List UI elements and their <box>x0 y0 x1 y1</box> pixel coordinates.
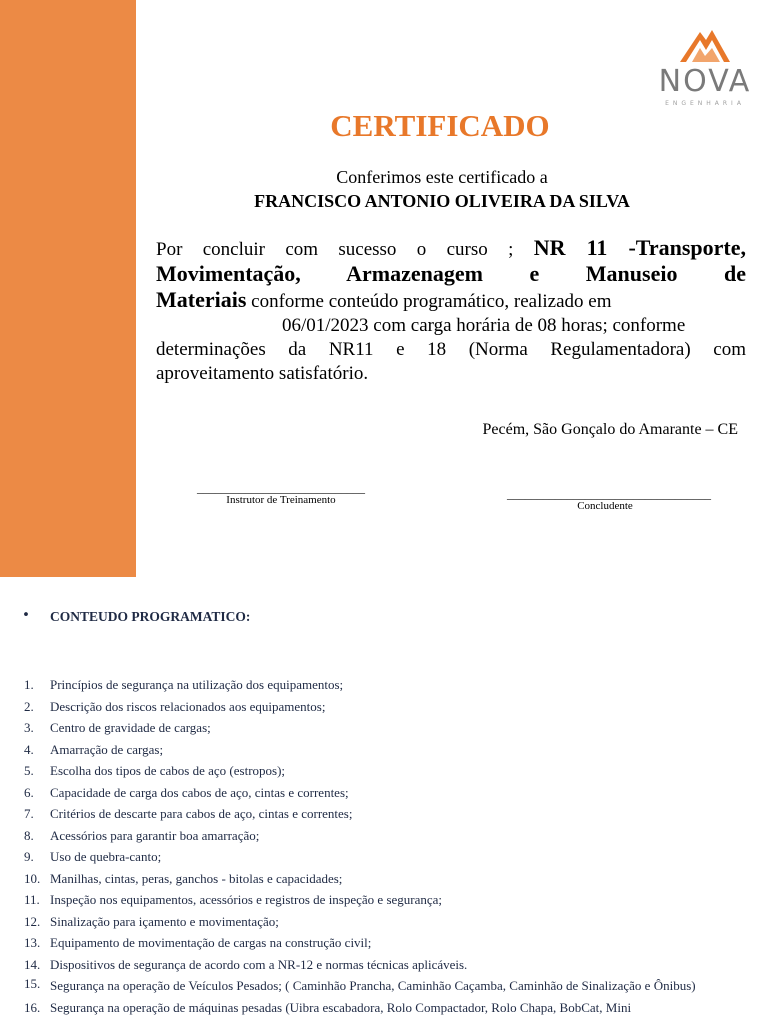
logo-brand-text: NOVA <box>658 64 752 99</box>
item-text: Descrição dos riscos relacionados aos equipamentos; <box>50 698 326 714</box>
item-number: 4. <box>24 741 34 757</box>
list-item <box>24 911 740 933</box>
body-line-2 <box>156 262 746 288</box>
certificate-body <box>156 236 746 386</box>
item-number: 13. <box>24 935 41 950</box>
body-intro: Por concluir com sucesso o curso ; <box>156 239 514 260</box>
concludente-signature <box>507 487 711 512</box>
item-text: Inspeção nos equipamentos, acessórios e registros de inspeção e segurança; <box>50 892 443 907</box>
list-item <box>24 717 740 739</box>
list-item <box>24 868 740 890</box>
item-text: Uso de quebra-canto; <box>50 849 162 864</box>
recipient-name: FRANCISCO ANTONIO OLIVEIRA DA SILVA <box>254 191 630 211</box>
item-text: Dispositivos de segurança de acordo com a NR-12 e normas técnicas aplicáveis. <box>50 956 468 972</box>
item-text: Sinalização para içamento e movimentação; <box>50 913 279 929</box>
programa-list <box>24 674 740 1019</box>
item-number: 5. <box>24 763 34 778</box>
logo-sub-text: ENGENHARIA <box>665 100 745 107</box>
item-number: 15. <box>24 976 41 991</box>
item-text: Critérios de descarte para cabos de aço, cintas e correntes; <box>50 806 353 821</box>
body-line-1 <box>156 236 746 262</box>
course-name-part-1: NR 11 -Transporte, <box>533 235 746 260</box>
item-number: 6. <box>24 784 34 800</box>
instructor-signature-line: ____________________________ <box>197 481 365 495</box>
course-name-part-2: Movimentação, Armazenagem e Manuseio de <box>156 261 746 286</box>
item-number: 12. <box>24 913 41 929</box>
item-number: 2. <box>24 698 34 714</box>
list-item <box>24 932 740 954</box>
instructor-signature-label: Instrutor de Treinamento <box>226 494 336 506</box>
item-number: 9. <box>24 849 34 864</box>
item-number: 8. <box>24 827 34 843</box>
list-item <box>24 846 740 868</box>
item-text: Princípios de segurança na utilização dos equipamentos; <box>50 677 344 692</box>
list-item <box>24 739 740 761</box>
item-number: 1. <box>24 677 34 692</box>
item-text: Manilhas, cintas, peras, ganchos - bitolas e capacidades; <box>50 870 343 886</box>
body-line-3 <box>156 288 746 314</box>
list-item <box>24 782 740 804</box>
instructor-signature <box>196 482 366 506</box>
body-line-6: aproveitamento satisfatório. <box>156 363 369 384</box>
item-number: 3. <box>24 720 34 735</box>
certificate-title: CERTIFICADO <box>330 108 550 143</box>
item-number: 11. <box>24 892 40 907</box>
list-item <box>24 803 740 825</box>
body-line-4: 06/01/2023 com carga horária de 08 horas; conforme <box>282 315 686 336</box>
item-text: Amarração de cargas; <box>50 741 164 757</box>
bullet-icon: • <box>22 607 30 623</box>
list-item <box>24 696 740 718</box>
item-text: Capacidade de carga dos cabos de aço, cintas e correntes; <box>50 784 349 800</box>
item-number: 10. <box>24 870 41 886</box>
concludente-signature-line: __________________________________ <box>507 487 711 501</box>
body-line-5: determinações da NR11 e 18 (Norma Regulamentadora) com <box>156 339 746 360</box>
orange-side-bar <box>0 0 136 577</box>
item-number: 16. <box>24 1000 41 1015</box>
list-item <box>24 997 740 1019</box>
item-number: 7. <box>24 806 34 821</box>
company-logo <box>650 26 760 116</box>
programa-title: CONTEUDO PROGRAMATICO: <box>50 609 251 624</box>
item-text: Equipamento de movimentação de cargas na construção civil; <box>50 935 372 950</box>
list-item <box>24 825 740 847</box>
item-number: 14. <box>24 956 41 972</box>
item-text: Centro de gravidade de cargas; <box>50 720 211 735</box>
item-text: Segurança na operação de Veículos Pesados; ( Caminhão Prancha, Caminhão Caçamba, Caminhão de Sinalização e Ônibus) <box>50 978 696 993</box>
course-name-part-3: Materiais <box>156 287 247 312</box>
certificate-intro: Conferimos este certificado a <box>336 167 548 187</box>
concludente-signature-label: Concludente <box>577 500 633 512</box>
mountain-logo-icon <box>678 26 732 66</box>
list-item <box>24 889 740 911</box>
item-text: Segurança na operação de máquinas pesadas (Uibra escabadora, Rolo Compactador, Rolo Chapa, BobCat, Mini <box>50 1000 632 1015</box>
list-item <box>24 674 740 696</box>
item-text: Acessórios para garantir boa amarração; <box>50 827 260 843</box>
list-item <box>24 975 740 997</box>
list-item <box>24 954 740 976</box>
list-item <box>24 760 740 782</box>
location-text: Pecém, São Gonçalo do Amarante – CE <box>482 421 738 438</box>
body-line-3-rest: conforme conteúdo programático, realizado em <box>251 291 612 312</box>
item-text: Escolha dos tipos de cabos de aço (estropos); <box>50 763 286 778</box>
